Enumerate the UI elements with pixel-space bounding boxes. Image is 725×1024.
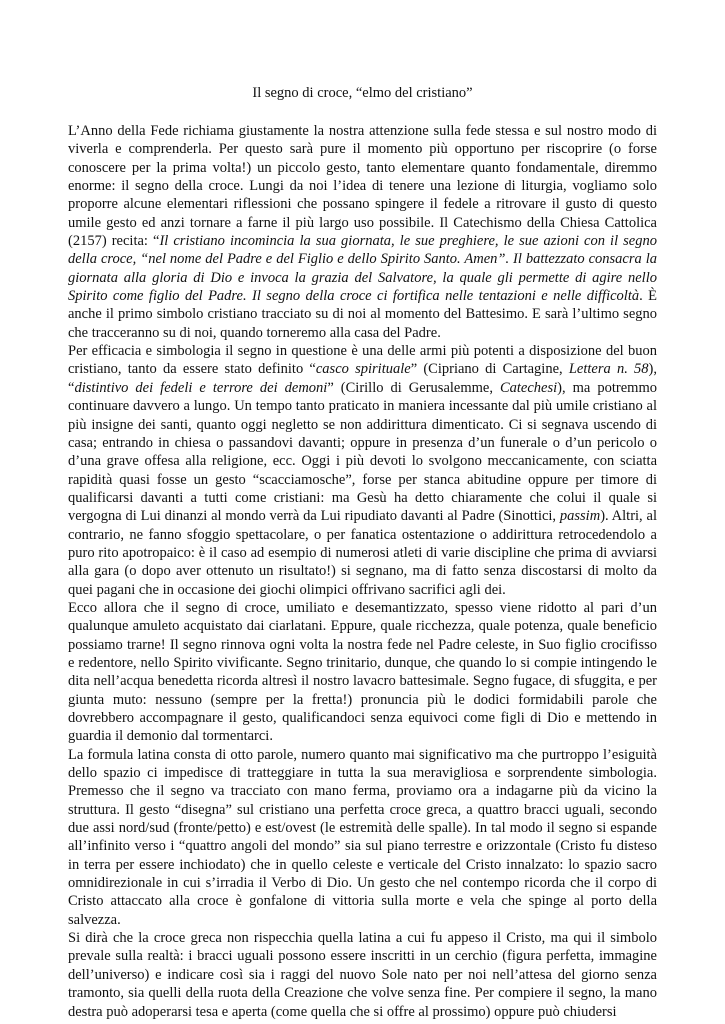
italic-passim: passim — [559, 508, 601, 525]
catechism-quote: Il cristiano incomincia la sua giornata, le sue preghiere, le sue azioni con il segno della croce, “nel nome del Padre e del Figlio e dello Spirito Santo. Amen”. Il battezzato consacra la giornata alla gloria di Dio e invoca la grazia del Salvatore, la quale gli permette di agire nello Spirito come figlio del Padre. Il segno della croce ci fortifica nelle tentazioni e nelle difficoltà — [68, 233, 657, 305]
paragraph-1-text-b: . È anche il primo simbolo cristiano tracciato su di noi al momento del Battesimo. E sarà l’ultimo segno che tracceranno su di noi, quando torneremo alla casa del Padre. — [68, 288, 657, 341]
document-title: Il segno di croce, “elmo del cristiano” — [252, 85, 473, 101]
italic-lettera: Lettera n. 58 — [568, 361, 649, 378]
paragraph-3: Ecco allora che il segno di croce, umiliato e desemantizzato, spesso viene ridotto al pari d’un qualunque amuleto acquistato dai ciarlatani. Eppure, quale ricchezza, quale potenza, quale beneficio possiamo trarne! Il segno rinnova ogni volta la nostra fede nel Padre celeste, in Suo figlio crocifisso e redentore, nello Spirito vivificante. Segno trinitario, dunque, che quando lo si compie intingendo le dita nell’acqua benedetta ricorda altresì il nostro lavacro battesimale. Segno fugace, di sfuggita, e per giunta muto: nessuno (sempre per la fretta!) pronuncia più le dodici formidabili parole che dovrebbero accompagnare il gesto, qualificandoci senza equivoci come figli di Dio e mettendo in guardia il demonio dal tormentarci. — [68, 599, 657, 745]
italic-catechesi: Catechesi — [499, 379, 558, 396]
paragraph-2-text-b: ” (Cipriano di Cartagine, — [410, 361, 569, 378]
italic-distintivo: distintivo dei fedeli e terrore dei demoni — [74, 379, 328, 396]
paragraph-2 — [68, 342, 657, 599]
paragraph-1-text-a: L’Anno della Fede richiama giustamente la nostra attenzione sulla fede stessa e sul nostro modo di viverla e comprenderla. Per questo sarà pure il momento più opportuno per riscoprire (o forse conoscere per la prima volta!) un piccolo gesto, tanto elementare quanto fondamentale, diremmo enorme: il segno della croce. Lungi da noi l’idea di tenere una lezione di liturgia, vogliamo solo proporre alcune elementari riflessioni che possano spingere il fedele a ritrovare il gusto di questo umile gesto ed anzi tornare a farne il più largo uso possibile. Il Catechismo della Chiesa Cattolica (2157) recita: “ — [68, 123, 657, 250]
paragraph-4: La formula latina consta di otto parole, numero quanto mai significativo ma che purtroppo l’esiguità dello spazio ci impedisce di tratteggiare in tutta la sua meravigliosa e sorprendente simbologia. Premesso che il segno va tracciato con mano ferma, proviamo ora a indagarne più da vicino la struttura. Il gesto “disegna” sul cristiano una perfetta croce greca, a quattro bracci uguali, secondo due assi nord/sud (fronte/petto) e est/ovest (le estremità delle spalle). In tal modo il segno si espande all’infinito verso i “quattro angoli del mondo” sia sul piano terrestre e orizzontale (Cristo fu disteso in terra per essere inchiodato) che in quello celeste e verticale del Cristo innalzato: lo spazio sacro omnidirezionale in cui s’irradia il Verbo di Dio. Un gesto che nel contempo ricorda che il corpo di Cristo attaccato alla croce è gonfalone di vittoria sulla morte e vela che spinge al porto della salvezza. — [68, 746, 657, 928]
paragraph-1 — [68, 122, 657, 342]
paragraph-2-text-d: ” (Cirillo di Gerusalemme, — [327, 379, 500, 396]
italic-casco-spirituale: casco spirituale — [315, 361, 411, 378]
paragraph-2-text-f: ). Altri, al contrario, ne fanno sfoggio spettacolare, o per fanatica ostentazione o addirittura retrocedendolo a puro rito apotropaico: è il caso ad esempio di numerosi atleti di varie discipline che prima di avviarsi alla gara (o dopo aver ottenuto un risultato!) si segnano, ma di fatto senza discostarsi di molto da quei pagani che in occasione dei giochi olimpici offrivano sacrifici agli dei. — [68, 508, 657, 598]
paragraph-2-text-c: ), “ — [68, 361, 658, 396]
document-page — [68, 84, 657, 1021]
paragraph-2-text-a: Per efficacia e simbologia il segno in questione è una delle armi più potenti a disposizione del buon cristiano, tanto da essere stato definito “ — [68, 343, 657, 378]
paragraph-5: Si dirà che la croce greca non rispecchia quella latina a cui fu appeso il Cristo, ma qui il simbolo prevale sulla realtà: i bracci uguali possono essere inscritti in un cerchio (figura perfetta, immagine dell’universo) e indicare così sia i raggi del nuovo Sole nato per noi nell’attesa del giorno senza tramonto, sia quelli della ruota della Creazione che volve senza fine. Per compiere il segno, la mano destra può adoperarsi tesa e aperta (come quella che si offre al prossimo) oppure può chiudersi — [68, 930, 657, 1020]
paragraph-2-text-e: ), ma potremmo continuare davvero a lungo. Un tempo tanto praticato in maniera incessante dal più umile cristiano al più insigne dei santi, quanto oggi negletto se non addirittura dimenticato. Ci si segnava uscendo di casa; entrando in chiesa o passandovi davanti; oppure in presenza d’un funerale o d’un pericolo o d’una grave offesa alla religione, ecc. Oggi i più devoti lo svolgono meccanicamente, con sciatta rapidità quasi fosse un gesto “scacciamosche”, forse per stanca abitudine oppure per timore di qualificarsi davanti a tutti come cristiani: ma Gesù ha detto chiaramente che colui il quale si vergogna di Lui dinanzi al mondo verrà da Lui ripudiato davanti al Padre (Sinottici, — [68, 379, 657, 525]
